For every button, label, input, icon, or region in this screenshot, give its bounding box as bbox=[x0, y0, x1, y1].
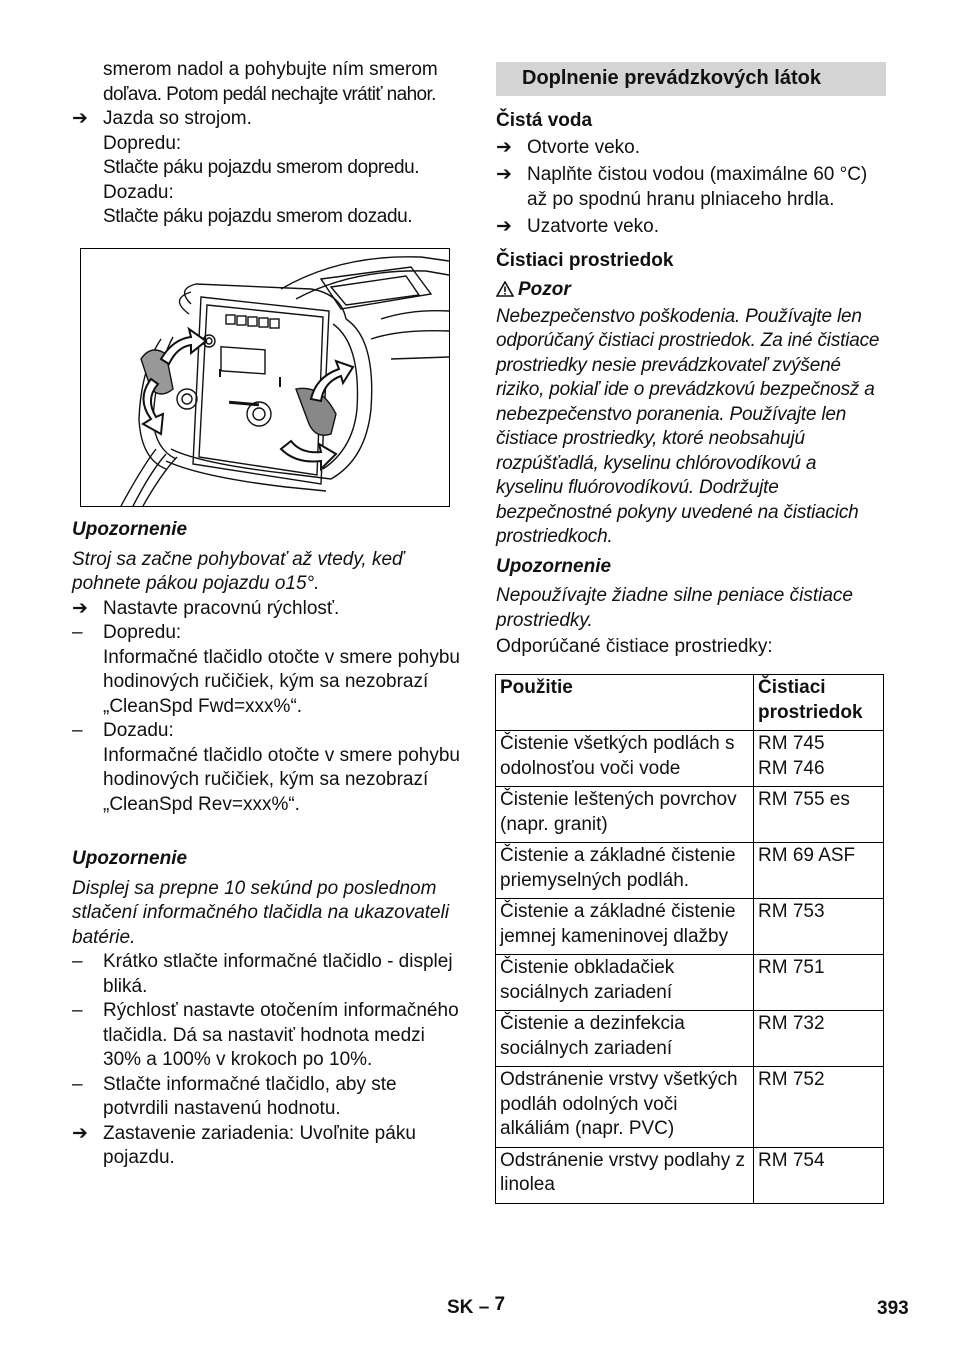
table-row bbox=[496, 843, 884, 899]
stop-step bbox=[72, 1122, 462, 1171]
arrow-right-icon: ➔ bbox=[72, 108, 88, 129]
water-step-text-3: Uzatvorte veko. bbox=[527, 216, 659, 237]
note1-text: Stroj sa začne pohybovať až vtedy, keď pohnete pákou pojazdu o15°. bbox=[72, 548, 404, 594]
table-header-row bbox=[496, 675, 884, 731]
table-cell-agent: RM 745 RM 746 bbox=[754, 731, 884, 787]
table-row bbox=[496, 1147, 884, 1203]
table-cell-usage: Čistenie a základné čistenie jemnej kameninovej dlažby bbox=[496, 899, 754, 955]
table-header-usage: Použitie bbox=[496, 675, 754, 731]
table-row bbox=[496, 955, 884, 1011]
dash-icon: – bbox=[72, 1073, 83, 1095]
arrow-right-icon: ➔ bbox=[72, 1122, 88, 1144]
arrow-right-icon: ➔ bbox=[72, 597, 88, 619]
table-cell-agent: RM 752 bbox=[754, 1067, 884, 1148]
table-cell-usage: Čistenie a základné čistenie priemyselných podláh. bbox=[496, 843, 754, 899]
control-panel-drawing bbox=[81, 249, 449, 506]
table-row bbox=[496, 899, 884, 955]
step-text-2: Rýchlosť nastavte otočením informačného tlačidla. Dá sa nastaviť hodnota medzi 30% a 100% v krokoch po 10%. bbox=[103, 1000, 459, 1070]
drive-step bbox=[72, 107, 462, 230]
drive-rev-label: Dozadu: bbox=[103, 181, 174, 203]
machine-control-illustration bbox=[80, 248, 450, 507]
water-step-3 bbox=[496, 215, 886, 240]
caution-label: Pozor bbox=[518, 279, 571, 300]
note2-text: Displej sa prepne 10 sekúnd po poslednom stlačení informačného tlačidla na ukazovateli batérie. bbox=[72, 877, 450, 948]
drive-title: Jazda so strojom. bbox=[103, 108, 252, 129]
intro-line-1: smerom nadol a pohybujte ním smerom bbox=[103, 59, 438, 80]
table-cell-agent: RM 69 ASF bbox=[754, 843, 884, 899]
table-cell-agent: RM 751 bbox=[754, 955, 884, 1011]
section-title: Doplnenie prevádzkových látok bbox=[496, 62, 886, 96]
drive-fwd-text: Stlačte páku pojazdu smerom dopredu. bbox=[103, 157, 420, 178]
dash-icon: – bbox=[72, 951, 83, 972]
speed-step bbox=[72, 597, 462, 622]
drive-fwd-label: Dopredu: bbox=[103, 132, 182, 154]
speed-rev-text: Informačné tlačidlo otočte v smere pohybu hodinových ručičiek, kým sa nezobrazí „CleanSpd Rev=xxx%“. bbox=[103, 744, 460, 815]
left-column bbox=[72, 58, 462, 230]
warning-triangle-icon bbox=[496, 280, 518, 305]
table-cell-agent: RM 753 bbox=[754, 899, 884, 955]
table-cell-usage: Čistenie všetkých podlách s odolnosťou voči vode bbox=[496, 731, 754, 787]
table-row bbox=[496, 1067, 884, 1148]
table-cell-usage: Čistenie obkladačiek sociálnych zariadení bbox=[496, 955, 754, 1011]
water-step-text-1: Otvorte veko. bbox=[527, 136, 640, 158]
detergent-table bbox=[495, 674, 884, 1204]
speed-rev-item bbox=[72, 719, 462, 817]
step-item-3 bbox=[72, 1073, 462, 1122]
table-cell-usage: Čistenie a dezinfekcia sociálnych zariadení bbox=[496, 1011, 754, 1067]
water-step-text-2: Naplňte čistou vodou (maximálne 60 °C) až po spodnú hranu plniaceho hrdla. bbox=[527, 164, 868, 210]
step-item-1 bbox=[72, 950, 462, 999]
table-cell-usage: Odstránenie vrstvy podlahy z linolea bbox=[496, 1147, 754, 1203]
speed-title: Nastavte pracovnú rýchlosť. bbox=[103, 597, 340, 619]
table-cell-usage: Čistenie leštených povrchov (napr. granit) bbox=[496, 787, 754, 843]
water-step-1 bbox=[496, 136, 886, 161]
arrow-right-icon: ➔ bbox=[496, 216, 512, 237]
right-column bbox=[496, 62, 886, 660]
table-cell-agent: RM 754 bbox=[754, 1147, 884, 1203]
recommended-label: Odporúčané čistiace prostriedky: bbox=[496, 636, 773, 657]
water-heading: Čistá voda bbox=[496, 110, 593, 131]
note1-heading: Upozornenie bbox=[72, 519, 188, 540]
speed-rev-label: Dozadu: bbox=[103, 720, 174, 741]
stop-text: Zastavenie zariadenia: Uvoľnite páku pojazdu. bbox=[103, 1122, 416, 1168]
arrow-right-icon: ➔ bbox=[496, 136, 512, 158]
footer-section-page bbox=[447, 1296, 505, 1321]
footer-lang: SK bbox=[447, 1297, 474, 1318]
step-text-3: Stlačte informačné tlačidlo, aby ste potvrdili nastavenú hodnotu. bbox=[103, 1073, 397, 1119]
step-text-1: Krátko stlačte informačné tlačidlo - displej bliká. bbox=[103, 951, 453, 997]
table-cell-agent: RM 755 es bbox=[754, 787, 884, 843]
caution-heading bbox=[496, 278, 886, 305]
table-row bbox=[496, 1011, 884, 1067]
note2-heading: Upozornenie bbox=[72, 848, 188, 869]
left-column-lower bbox=[72, 518, 462, 1171]
dash-icon: – bbox=[72, 1000, 83, 1021]
footer-page-number: 393 bbox=[877, 1298, 909, 1319]
caution-text: Nebezpečenstvo poškodenia. Používajte len odporúčaný čistiaci prostriedok. Za iné čistiace prostriedky nesie prevádzkovateľ zvýšené riziko, pokiaľ ide o prevádzkovú bezpečnosž a nebezpečenstvo poranenia. Používajte len čistiace prostriedky, ktoré neobsahujú rozpúšťadlá, kyselinu chlórovodíkovú a kyselinu fluórovodíkovú. Dodržujte bezpečnostné pokyny uvedené na čistiacich prostriedkoch. bbox=[496, 305, 880, 547]
water-step-2 bbox=[496, 163, 886, 212]
table-cell-usage: Odstránenie vrstvy všetkých podláh odolných voči alkáliám (napr. PVC) bbox=[496, 1067, 754, 1148]
detergent-note-text: Nepoužívajte žiadne silne peniace čistiace prostriedky. bbox=[496, 585, 853, 631]
footer-dash: – bbox=[478, 1297, 490, 1318]
table-row bbox=[496, 787, 884, 843]
dash-icon: – bbox=[72, 622, 83, 643]
detergent-heading: Čistiaci prostriedok bbox=[496, 249, 674, 271]
table-cell-agent: RM 732 bbox=[754, 1011, 884, 1067]
intro-line-2: doľava. Potom pedál nechajte vrátiť nahor. bbox=[103, 83, 436, 105]
speed-fwd-item bbox=[72, 621, 462, 719]
detergent-note-heading: Upozornenie bbox=[496, 555, 612, 577]
speed-fwd-label: Dopredu: bbox=[103, 622, 182, 643]
table-row bbox=[496, 731, 884, 787]
drive-rev-text: Stlačte páku pojazdu smerom dozadu. bbox=[103, 206, 413, 227]
dash-icon: – bbox=[72, 720, 83, 741]
table-header-agent: Čistiaci prostriedok bbox=[754, 675, 884, 731]
detergent-table-wrap bbox=[495, 674, 884, 1204]
arrow-right-icon: ➔ bbox=[496, 164, 512, 185]
speed-fwd-text: Informačné tlačidlo otočte v smere pohybu hodinových ručičiek, kým sa nezobrazí „CleanSpd Fwd=xxx%“. bbox=[103, 646, 460, 717]
step-item-2 bbox=[72, 999, 462, 1073]
footer-section-number: 7 bbox=[494, 1294, 506, 1315]
